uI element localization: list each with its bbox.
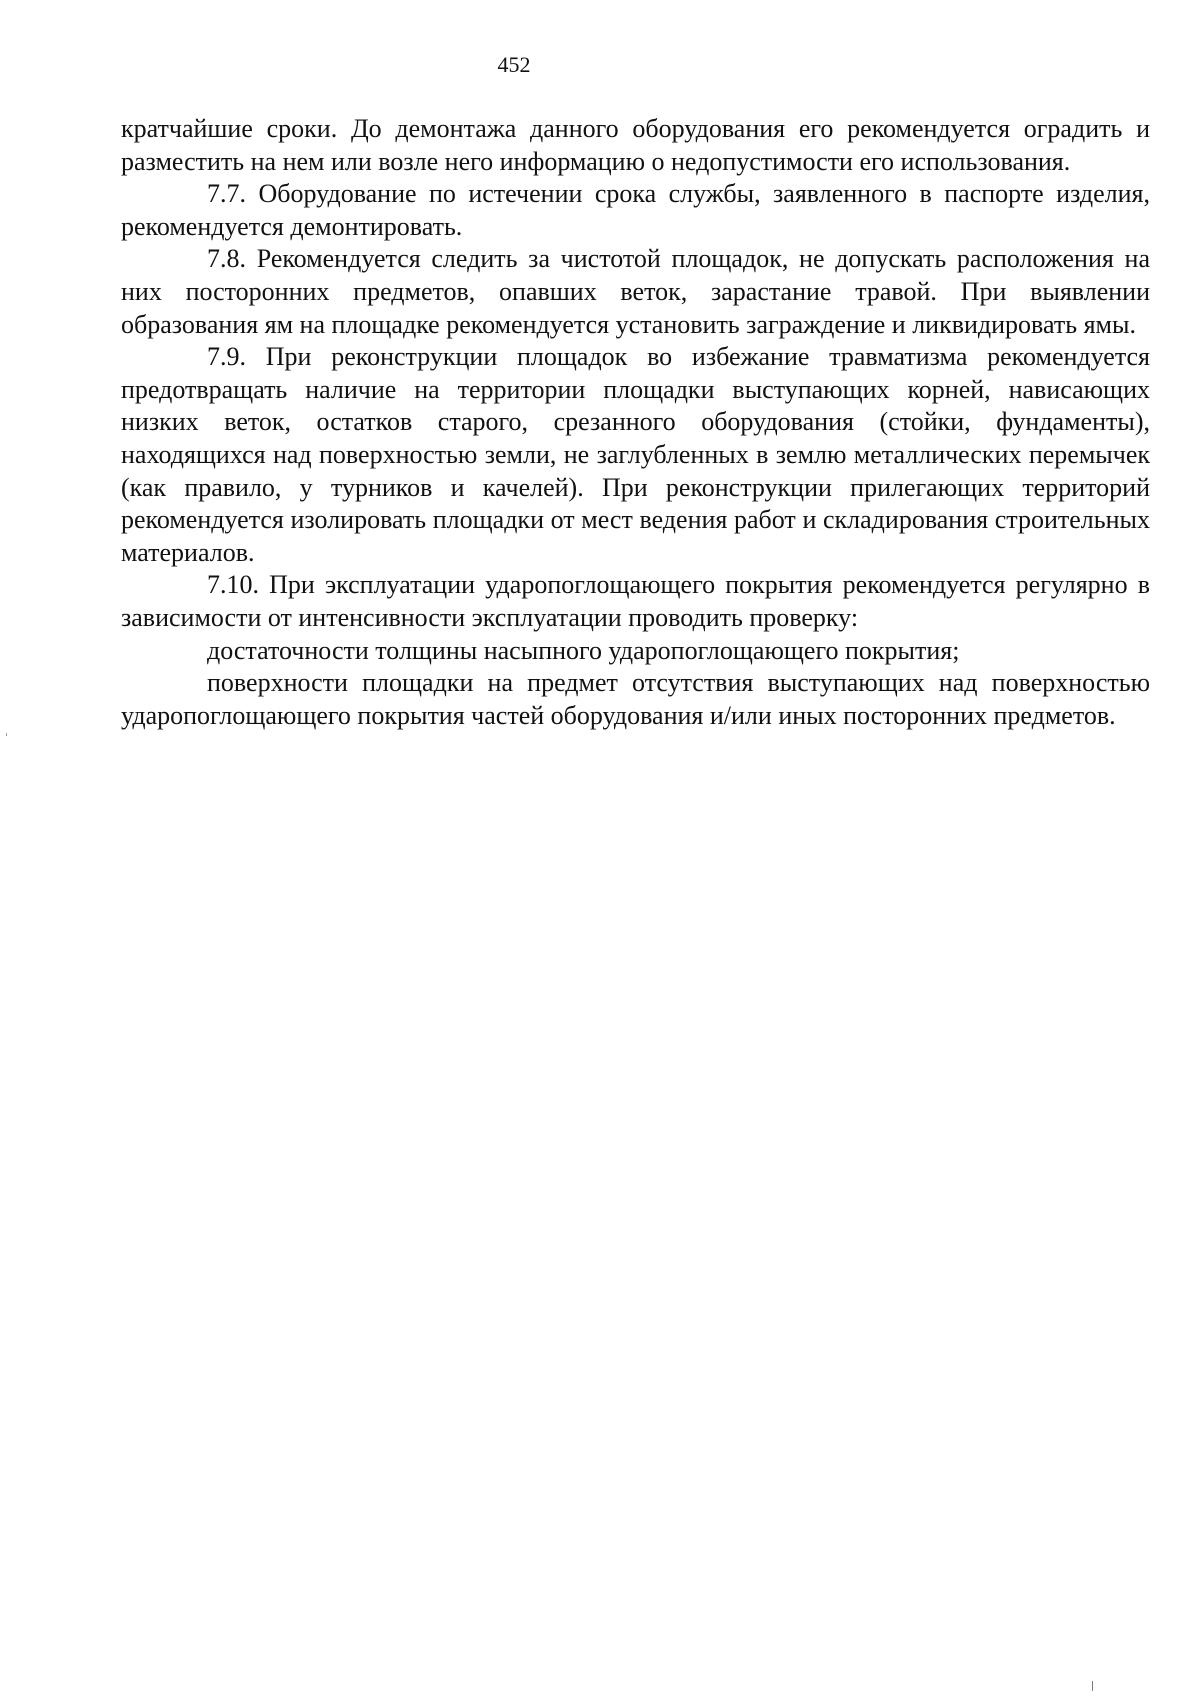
paragraph-7-8: 7.8. Рекомендуется следить за чистотой площадок, не допускать расположения на них посторонних предметов, опавших веток, зарастание травой. При выявлении образования ям на площадке рекомендуется установить заграждение и ликвидировать ямы.: [121, 244, 1150, 339]
list-item-thickness-check: достаточности толщины насыпного ударопоглощающего покрытия;: [207, 635, 960, 665]
scan-artifact-mark: [6, 733, 7, 736]
paragraph-7-9: 7.9. При реконструкции площадок во избежание травматизма рекомендуется предотвращать наличие на территории площадки выступающих корней, нависающих низких веток, остатков старого, срезанного оборудования (стойки, фундаменты), находящихся над поверхностью земли, не заглубленных в землю металлических перемычек (как правило, у турников и качелей). При реконструкции прилегающих территорий рекомендуется изолировать площадки от мест ведения работ и складирования строительных материалов.: [121, 342, 1150, 567]
list-item-surface-check: поверхности площадки на предмет отсутствия выступающих над поверхностью ударопоглощающего покрытия частей оборудования и/или иных посторонних предметов.: [121, 668, 1150, 730]
scan-artifact-mark: [1092, 1681, 1093, 1691]
page-number: 452: [497, 52, 531, 77]
document-body: [121, 113, 1150, 732]
paragraph-continuation: кратчайшие сроки. До демонтажа данного оборудования его рекомендуется оградить и разместить на нем или возле него информацию о недопустимости его использования.: [121, 114, 1150, 176]
paragraph-7-7: 7.7. Оборудование по истечении срока службы, заявленного в паспорте изделия, рекомендуется демонтировать.: [121, 179, 1150, 241]
paragraph-7-10: 7.10. При эксплуатации ударопоглощающего покрытия рекомендуется регулярно в зависимости от интенсивности эксплуатации проводить проверку:: [121, 570, 1150, 632]
